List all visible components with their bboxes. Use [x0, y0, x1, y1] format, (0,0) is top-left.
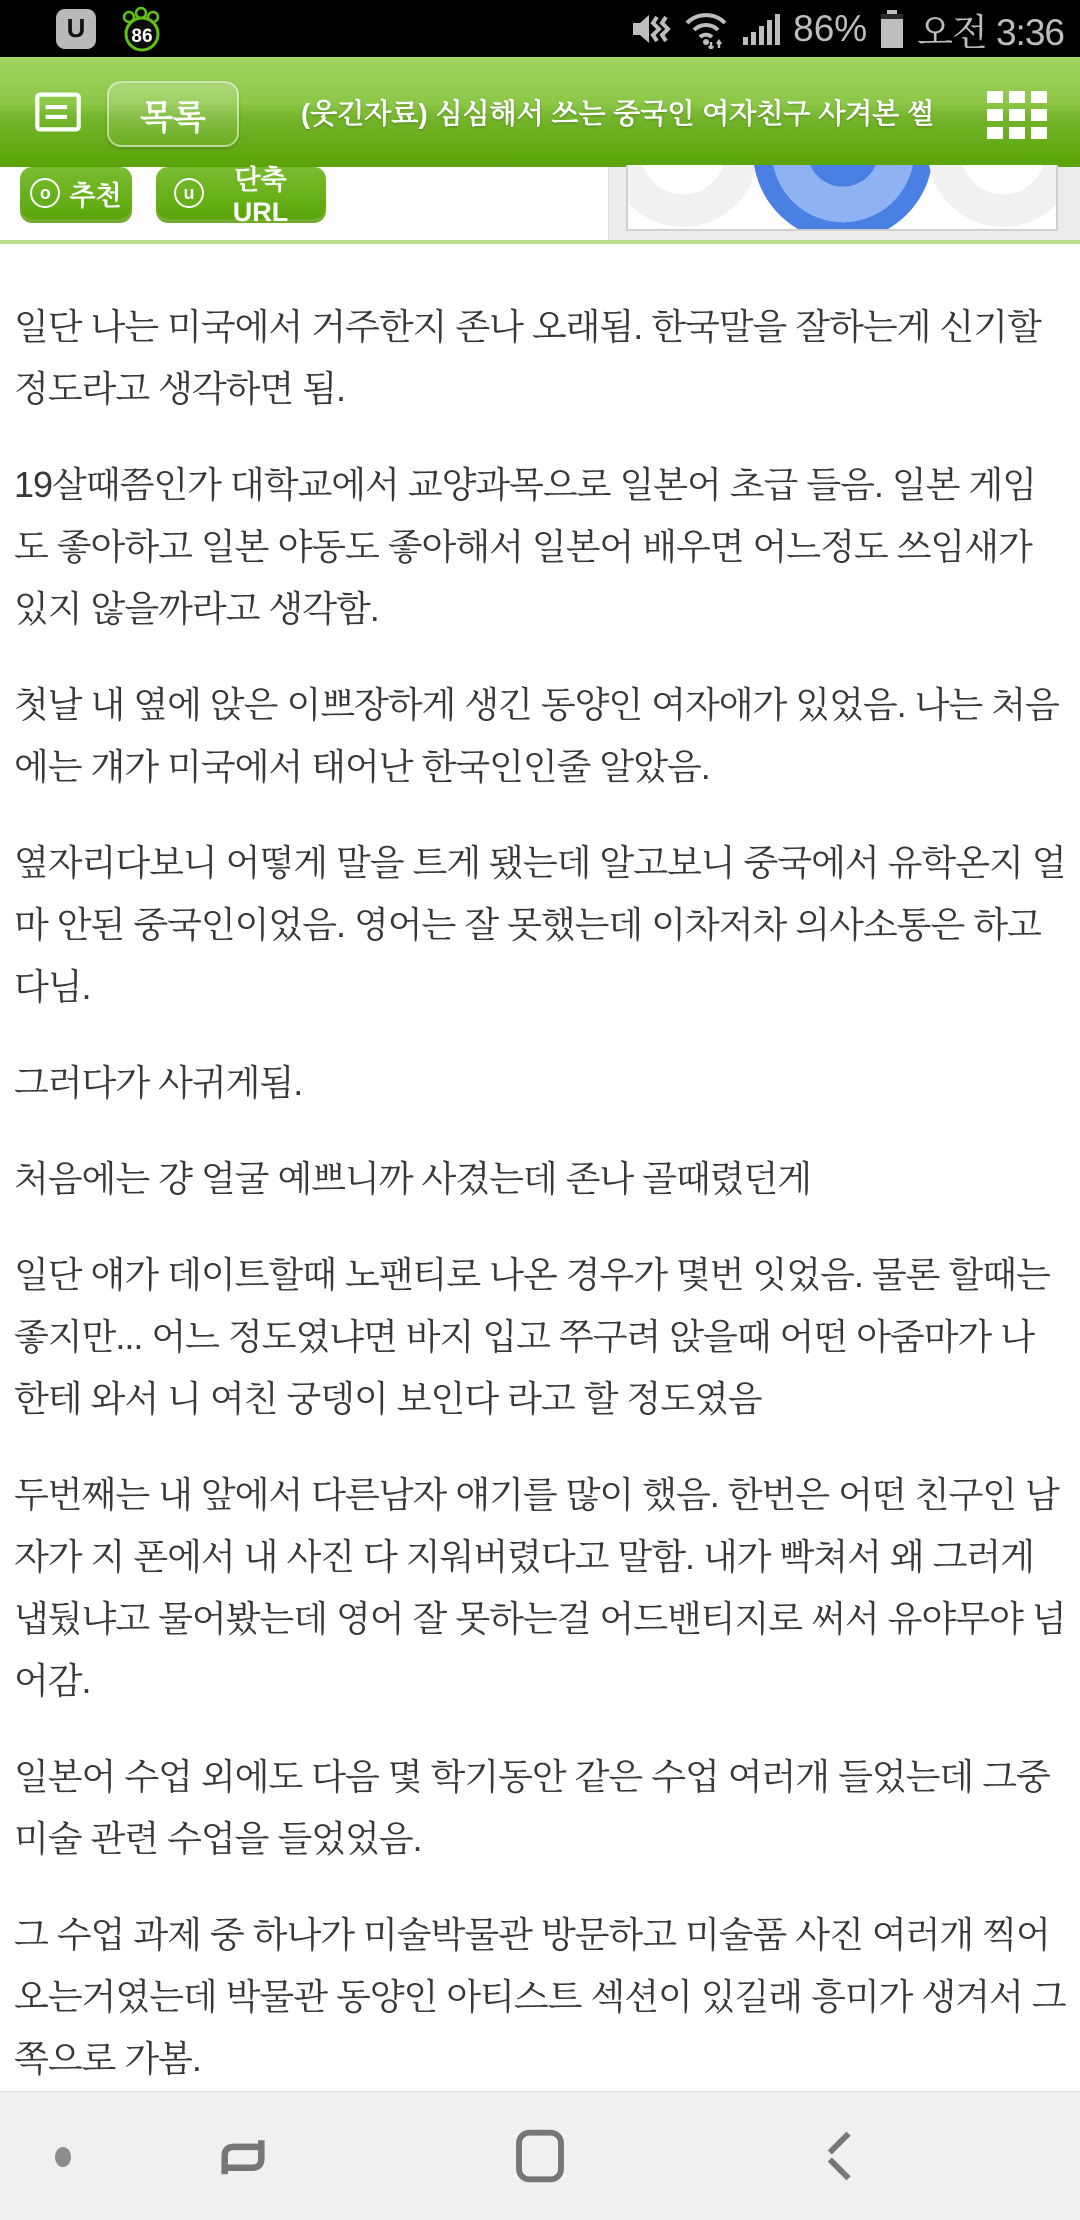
- clock: 오전 3:36: [917, 11, 1064, 53]
- home-button[interactable]: [505, 2122, 575, 2193]
- list-button[interactable]: 목록: [107, 81, 239, 147]
- uc-browser-icon: U: [56, 9, 96, 49]
- wifi-icon: [683, 9, 729, 49]
- status-bar: [0, 0, 1080, 57]
- grid-cell: [1031, 109, 1047, 121]
- post-paragraph: 그 수업 과제 중 하나가 미술박물관 방문하고 미술품 사진 여러개 찍어 오는거였는데 박물관 동양인 아티스트 섹션이 있길래 흥미가 생겨서 그 쪽으로 가봄.: [14, 1914, 1066, 2079]
- vibrate-icon: [629, 9, 671, 49]
- grid-cell: [1031, 91, 1047, 103]
- post-paragraph: 두번째는 내 앞에서 다른남자 얘기를 많이 했음. 한번은 어떤 친구인 남자가 지 폰에서 내 사진 다 지워버렸다고 말함. 내가 빡쳐서 왜 그러게 냅뒀냐고 물어봤는데 영어 잘 못하는걸 어드밴티지로 써서 유야무야 넘어감.: [14, 1474, 1066, 1701]
- paw-battery-icon: [118, 4, 166, 54]
- short-url-label: 단축URL: [232, 165, 289, 227]
- grid-cell: [1009, 91, 1025, 103]
- battery-icon: [879, 8, 905, 50]
- recent-apps-button[interactable]: [203, 2122, 283, 2193]
- recent-apps-icon: [203, 2122, 283, 2190]
- post-paragraph: 옆자리다보니 어떻게 말을 트게 됐는데 알고보니 중국에서 유학온지 얼마 안된 중국인이었음. 영어는 잘 못했는데 이차저차 의사소통은 하고다님.: [14, 842, 1066, 1007]
- app-header: [0, 57, 1080, 167]
- post-toolbar: [0, 167, 1080, 240]
- back-icon: [808, 2122, 868, 2190]
- home-icon: [505, 2122, 575, 2190]
- grid-cell: [1009, 127, 1025, 139]
- post-paragraph: 그러다가 사귀게됨.: [14, 1062, 303, 1103]
- grid-cell: [987, 91, 1003, 103]
- post-paragraph: 처음에는 걍 얼굴 예쁘니까 사겼는데 존나 골때렸던게: [14, 1158, 812, 1199]
- image-gray-circle: [626, 165, 758, 227]
- status-bar-right: [629, 2, 1064, 56]
- post-paragraph: 19살때쯤인가 대학교에서 교양과목으로 일본어 초급 들음. 일본 게임도 좋아하고 일본 야동도 좋아해서 일본어 배우면 어느정도 쓰임새가 있지 않을까라고 생각함.: [14, 464, 1037, 629]
- recommend-label: 추천: [69, 180, 122, 211]
- menu-button[interactable]: [28, 83, 88, 141]
- battery-percent: 86%: [793, 7, 868, 49]
- paw-count: 86: [131, 25, 153, 47]
- recommend-button[interactable]: [20, 167, 132, 219]
- grid-cell: [987, 127, 1003, 139]
- page-title: (웃긴자료) 심심해서 쓰는 중국인 여자친구 사겨본 썰: [300, 98, 935, 129]
- post-paragraph: 일단 얘가 데이트할때 노팬티로 나온 경우가 몇번 잇었음. 물론 할때는 좋지만... 어느 정도였냐면 바지 입고 쭈구려 앉을때 어떤 아줌마가 나한테 와서 니 여친 궁뎅이 보인다 라고 할 정도였음: [14, 1254, 1050, 1419]
- nav-dot: [55, 2147, 71, 2167]
- grid-menu-button[interactable]: [982, 87, 1052, 143]
- circled-u-icon: u: [174, 178, 204, 208]
- post-paragraph: 일본어 수업 외에도 다음 몇 학기동안 같은 수업 여러개 들었는데 그중 미술 관련 수업을 들었었음.: [14, 1756, 1050, 1859]
- signal-icon: [741, 9, 781, 49]
- circled-o-icon: o: [30, 178, 60, 208]
- attached-image[interactable]: [626, 165, 1058, 231]
- post-paragraph: 첫날 내 옆에 앉은 이쁘장하게 생긴 동양인 여자애가 있었음. 나는 처음에는 걔가 미국에서 태어난 한국인인줄 알았음.: [14, 684, 1059, 787]
- image-gray-circle: [928, 165, 1058, 227]
- post-paragraph: 일단 나는 미국에서 거주한지 존나 오래됨. 한국말을 잘하는게 신기할 정도라고 생각하면 됨.: [14, 306, 1041, 409]
- short-url-button[interactable]: [156, 165, 326, 227]
- status-bar-left: [56, 4, 166, 54]
- attached-image-panel: [608, 167, 1080, 240]
- back-button[interactable]: [808, 2122, 868, 2193]
- grid-cell: [1031, 127, 1047, 139]
- image-blue-circle: [753, 165, 933, 231]
- post-body: [0, 244, 1080, 2092]
- navigation-bar: [0, 2091, 1080, 2220]
- grid-cell: [987, 109, 1003, 121]
- list-menu-icon: [34, 87, 82, 137]
- grid-cell: [1009, 109, 1025, 121]
